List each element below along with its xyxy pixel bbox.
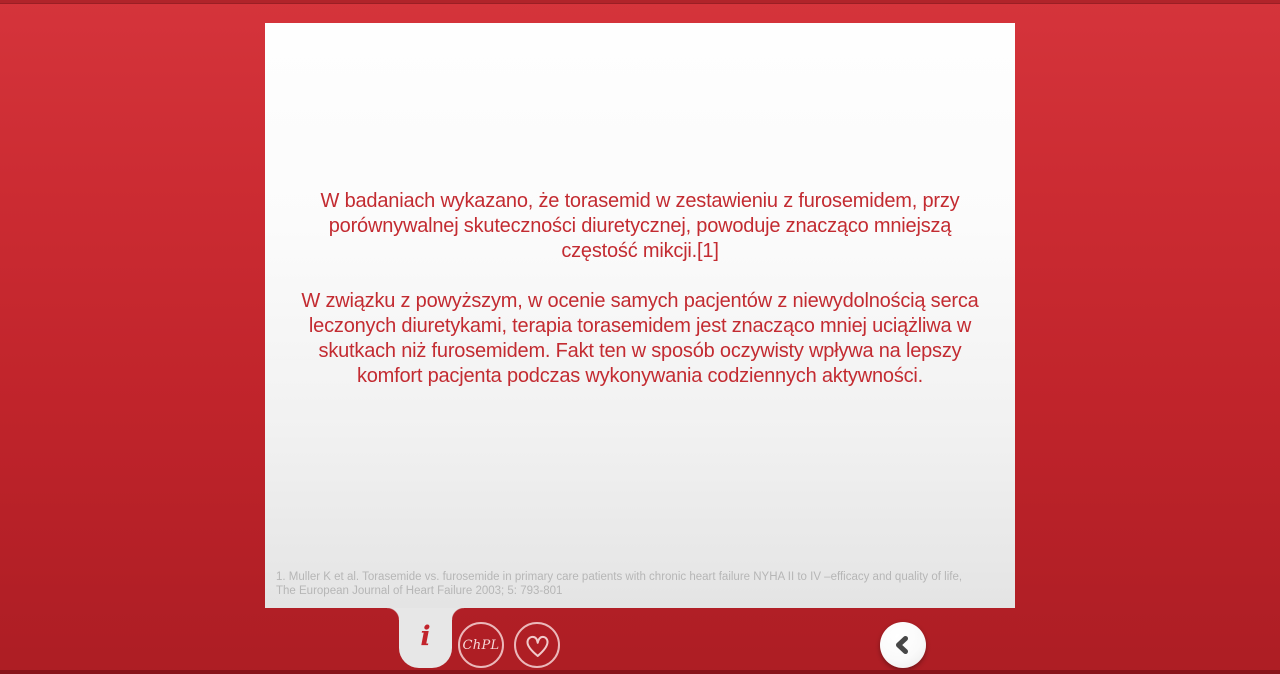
bottom-edge-strip [0,670,1280,674]
chevron-left-icon [892,634,914,656]
slide-card [265,23,1015,608]
chpl-button[interactable] [458,622,504,668]
back-button[interactable] [880,622,926,668]
reference-footnote-line1: 1. Muller K et al. Torasemide vs. furosemide in primary care patients with chronic heart failure NYHA II to IV –efficacy and quality of life, [276,571,963,583]
heart-button[interactable] [514,622,560,668]
info-icon: i [420,620,431,652]
top-edge-strip [0,0,1280,4]
slide-paragraph-2: W związku z powyższym, w ocenie samych pacjentów z niewydolnością serca leczonych diuretykami, terapia torasemidem jest znacząco mniej uciążliwa w skutkach niż furosemidem. Fakt ten w sposób oczywisty wpływa na lepszy komfort pacjenta podczas wykonywania codziennych aktywności. [301,290,979,387]
info-tab[interactable] [399,608,452,668]
reference-footnote [276,570,997,598]
slide-body-text [295,189,985,389]
slide-paragraph-1: W badaniach wykazano, że torasemid w zestawieniu z furosemidem, przy porównywalnej skuteczności diuretycznej, powoduje znacząco mniejszą częstość mikcji.[1] [320,190,960,262]
heart-icon [524,633,551,658]
reference-footnote-line2: The European Journal of Heart Failure 2003; 5: 793-801 [276,585,563,597]
chpl-label: ChPL [462,637,500,653]
